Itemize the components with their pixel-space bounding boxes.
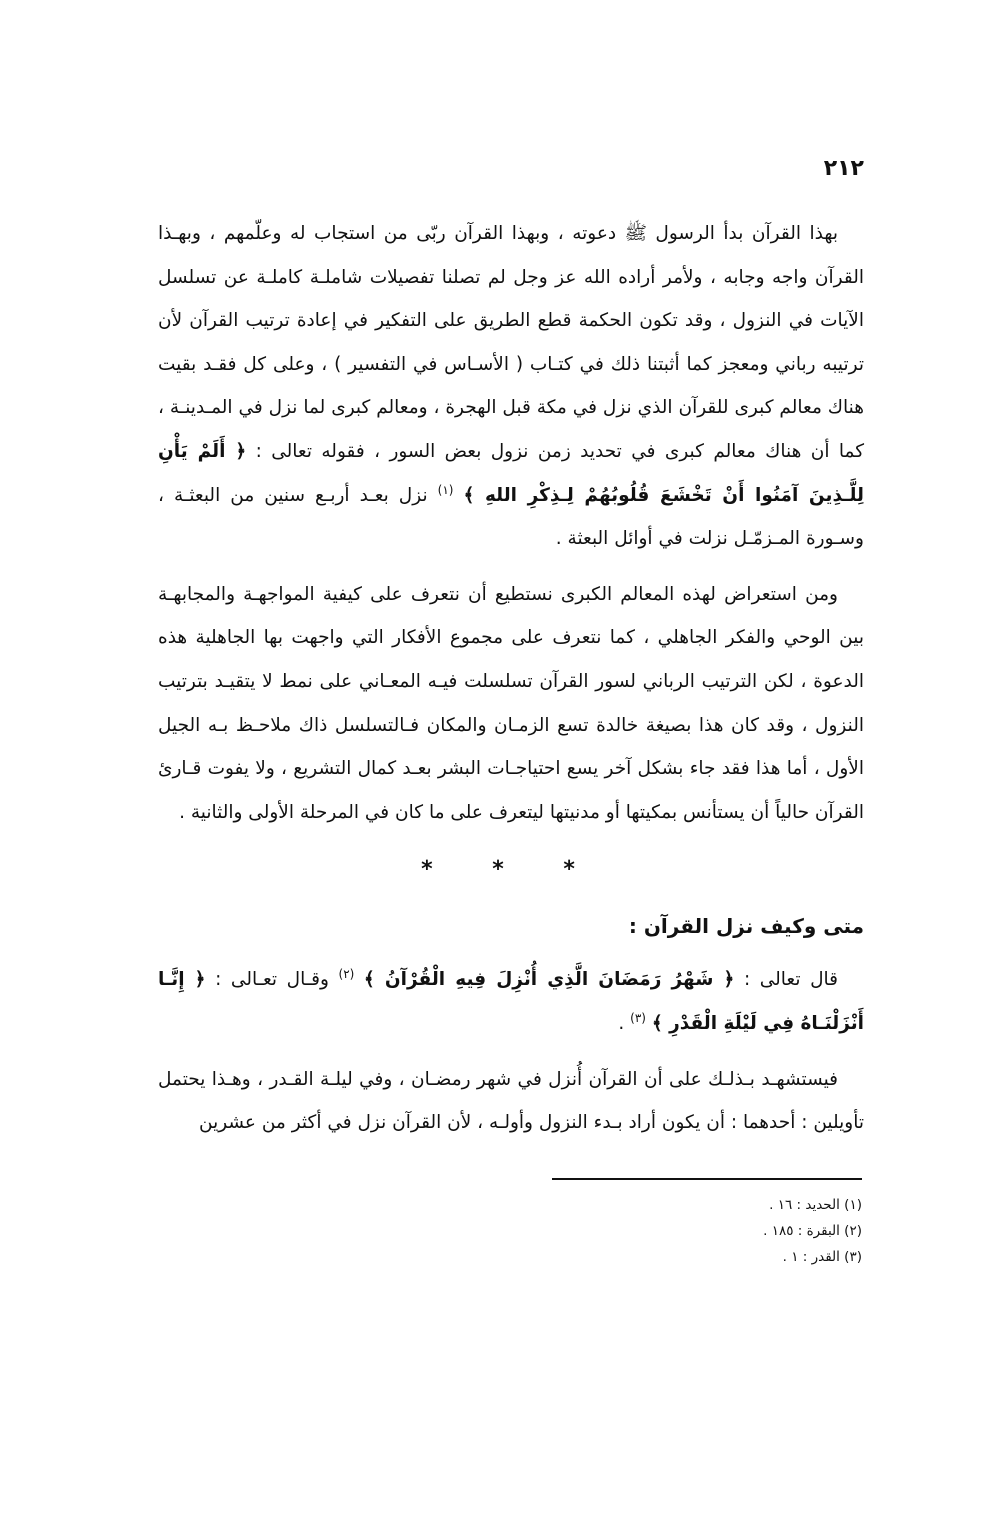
footnote-1: (١) الحديد : ١٦ . [769,1197,862,1213]
footnote-divider [552,1178,862,1180]
footnote-ref-3: (٣) [630,1010,646,1025]
quran-verse-2: ﴿ شَهْرُ رَمَضَانَ الَّذِي أُنْزِلَ فِيهِ الْقُرْآنُ ﴾ [363,969,735,991]
main-text [158,212,864,1145]
paragraph-3-middle: وقـال تعـالى : [205,969,339,991]
paragraph-1-text-before: بهذا القرآن بدأ الرسول ﷺ دعوته ، وبهذا القرآن ربّى من استجاب له وعلّمهم ، وبهـذا القرآن واجه وجابه ، ولأمر أراده الله عز وجل لم تصلنا تفصيلات شاملـة كاملـة عن تسلسل الآيات في النزول ، وقد تكون الحكمة قطع الطريق على التفكير في إعادة ترتيب القرآن لأن ترتيبه رباني ومعجز كما أثبتنا ذلك في كتـاب ( الأسـاس في التفسير ) ، وعلى كل فقـد بقيت هناك معالم كبرى للقرآن الذي نزل في مكة قبل الهجرة ، ومعالم كبرى لما نزل في المـدينـة ، كما أن هناك معالم كبرى في تحديد زمن نزول بعض السور ، فقوله تعالى : [158,223,865,462]
paragraph-3 [158,958,864,1045]
footnote-2: (٢) البقرة : ١٨٥ . [763,1223,862,1239]
page-number: ٢١٢ [823,156,864,181]
paragraph-1 [158,212,864,561]
section-separator: * * * [421,857,601,883]
footnotes [542,1192,862,1270]
footnote-ref-1: (١) [437,482,454,497]
quran-verse-3: ﴿ إِنَّـا أَنْزَلْنَـاهُ فِي لَيْلَةِ الْقَدْرِ ﴾ [158,969,864,1034]
paragraph-3-end: . [618,1012,631,1034]
footnote-3: (٣) القدر : ١ . [782,1249,862,1265]
paragraph-4: فيستشهـد بـذلـك على أن القرآن أُنزل في شهر رمضـان ، وفي ليلـة القـدر ، وهـذا يحتمل تأويلين : أحدهما : أن يكون أراد بـدء النزول وأولـه ، لأن القرآن نزل في أكثر من عشرين [158,1068,864,1134]
paragraph-1-text-after: نزل بعـد أربـع سنين من البعثـة ، وسـورة المـزمّـل نزلت في أوائل البعثة . [158,484,864,550]
paragraph-3-intro: قال تعالى : [734,969,838,991]
quran-verse-1: ﴿ أَلَمْ يَأْنِ لِلَّـذِينَ آمَنُوا أَنْ تَخْشَعَ قُلُوبُهُمْ لِـذِكْرِ اللهِ ﴾ [158,440,865,506]
section-heading: متى وكيف نزل القرآن : [628,914,864,939]
paragraph-2: ومن استعراض لهذه المعالم الكبرى نستطيع أن نتعرف على كيفية المواجهـة والمجابهـة بين الوحي والفكر الجاهلي ، كما نتعرف على مجموع الأفكار التي واجهت بها الجاهلية هذه الدعوة ، لكن الترتيب الرباني لسور القرآن تسلسلت فيـه المعـاني على نمط لا يتقيـد بترتيب النزول ، وقد كان هذا بصيغة خالدة تسع الزمـان والمكان فـالتسلسل ذاك ملاحـظ بـه الجيل الأول ، أما هذا فقد جاء بشكل آخر يسع احتياجـات البشر بعـد كمال التشريع ، ولا يفوت قـارئ القرآن حالياً أن يستأنس بمكيتها أو مدنيتها ليتعرف على ما كان في المرحلة الأولى والثانية . [158,583,864,823]
footnote-ref-2: (٢) [338,967,355,982]
